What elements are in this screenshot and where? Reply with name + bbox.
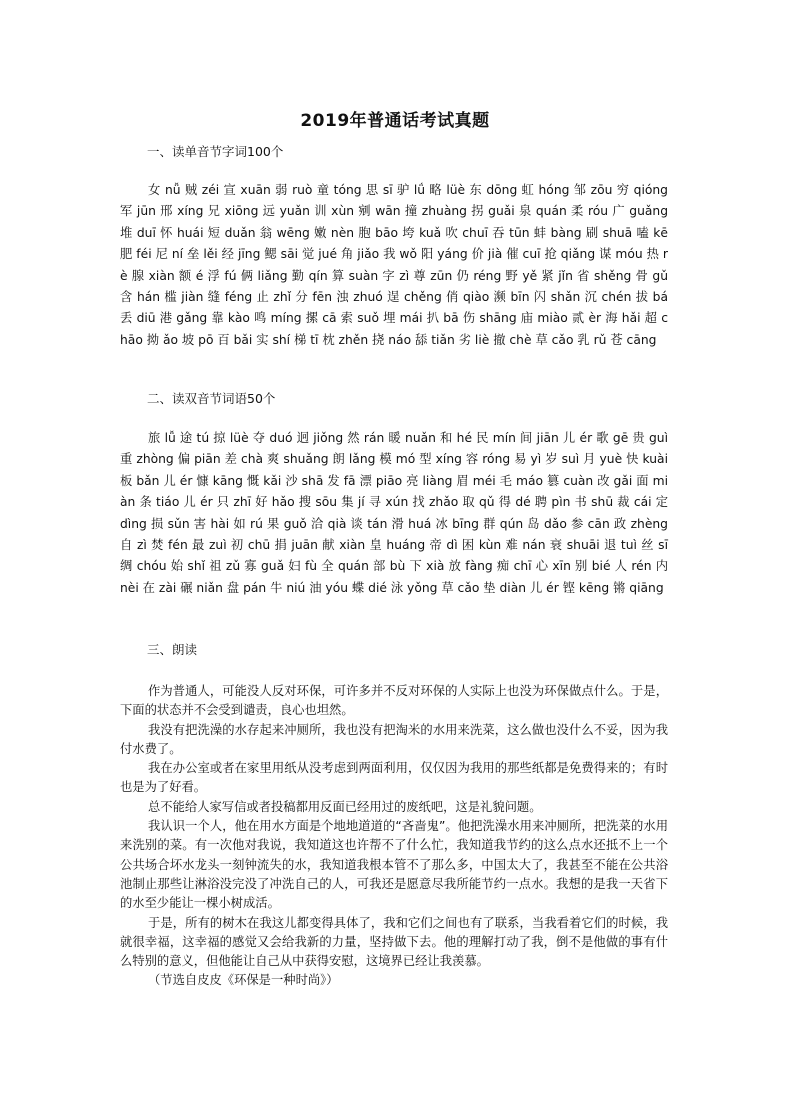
section-1-word-list: 女 nǚ 贼 zéi 宣 xuān 弱 ruò 童 tóng 思 sī 驴 lǘ 略 lüè 东 dōng 虹 hóng 邹 zōu 穷 qióng 军 jūn 邢 xíng 兄 xiōng 远 yuǎn 训 xùn 剜 wān 撞 zhuàng 拐 guǎi 泉 quán 柔 róu 广 guǎng 堆 duī 怀 huái 短 duǎn 翁 wēng 嫩 nèn 胞 bāo 垮 kuǎ 吹 chuī 吞 tūn 蚌 bàng 刷 shuā 嗑 kē 肥 féi 尼 ní 垒 lěi 经 jīng 鳃 sāi 觉 jué 角 jiǎo 我 wǒ 阳 yáng 价 jià 催 cuī 抢 qiǎng 谋 móu 热 rè 腺 xiàn 额 é 浮 fú 俩 liǎng 勤 qín 算 suàn 字 zì 尊 zūn 仍 réng 野 yě 紧 jǐn 省 shěng 骨 gǔ 含 hán 槛 jiàn 缝 féng 止 zhǐ 分 fēn 浊 zhuó 逞 chěng 俏 qiào 濒 bīn 闪 shǎn 沉 chén 拔 bá 丢 diū 港 gǎng 靠 kào 鸣 míng 摞 cā 索 suǒ 埋 mái 扒 bā 伤 shāng 庙 miào 贰 èr 海 hǎi 超 chāo 拗 ǎo 坡 pō 百 bǎi 实 shí 梯 tī 枕 zhěn 挠 náo 舔 tiǎn 劣 liè 撤 chè 草 cǎo 乳 rǔ 苍 cāng (120, 183, 668, 347)
reading-paragraph: 总不能给人家写信或者投稿都用反面已经用过的废纸吧，这是礼貌问题。 (148, 799, 542, 814)
reading-paragraph: 我在办公室或者在家里用纸从没考虑到两面利用，仅仅因为我用的那些纸都是免费得来的；有时也是为了好看。 (120, 761, 668, 795)
section-2-word-list: 旅 lǚ 途 tú 掠 lüè 夺 duó 迥 jiǒng 然 rán 暖 nuǎn 和 hé 民 mín 间 jiān 儿 ér 歌 gē 贵 guì 重 zhòng 偏 piān 差 chà 爽 shuǎng 朗 lǎng 模 mó 型 xíng 容 róng 易 yì 岁 suì 月 yuè 快 kuài 板 bǎn 儿 ér 慷 kāng 慨 kǎi 沙 shā 发 fā 漂 piāo 亮 liàng 眉 méi 毛 máo 篡 cuàn 改 gǎi 面 miàn 条 tiáo 儿 ér 只 zhī 好 hǎo 搜 sōu 集 jí 寻 xún 找 zhǎo 取 qǔ 得 dé 聘 pìn 书 shū 裁 cái 定 dìng 损 sǔn 害 hài 如 rú 果 guǒ 洽 qià 谈 tán 滑 huá 冰 bīng 群 qún 岛 dǎo 参 cān 政 zhèng 自 zì 焚 fén 最 zuì 初 chū 捐 juān 献 xiàn 皇 huáng 帝 dì 困 kùn 难 nán 衰 shuāi 退 tuì 丝 sī 绸 chóu 始 shǐ 祖 zǔ 寡 guǎ 妇 fù 全 quán 部 bù 下 xià 放 fàng 痴 chī 心 xīn 别 bié 人 rén 内 nèi 在 zài 碾 niǎn 盘 pán 牛 niú 油 yóu 蝶 dié 泳 yǒng 草 cǎo 垫 diàn 儿 ér 铿 kēng 锵 qiāng (120, 431, 668, 595)
reading-paragraph: 我认识一个人，他在用水方面是个地地道道的“吝啬鬼”。他把洗澡水用来冲厕所，把洗菜的水用来洗别的菜。有一次他对我说，我知道这也许帮不了什么忙，我知道我节约的这么点水还抵不上一个公共场合坏水龙头一刻钟流失的水，我知道我根本管不了那么多，中国太大了，我甚至不能在公共浴池制止那些让淋浴没完没了冲洗自己的人，可我还是愿意尽我所能节约一点水。我想的是我一天省下的水至少能让一棵小树成活。 (120, 819, 668, 911)
reading-passage (120, 682, 668, 991)
section-1-heading: 一、读单音节字词100个 (147, 144, 284, 159)
section-2-heading: 二、读双音节词语50个 (147, 391, 276, 406)
reading-paragraph: 作为普通人，可能没人反对环保，可许多并不反对环保的人实际上也没为环保做点什么。于是，下面的状态并不会受到谴责，良心也坦然。 (120, 684, 668, 718)
reading-paragraph: 于是，所有的树木在我这儿都变得具体了，我和它们之间也有了联系，当我看着它们的时候，我就很幸福，这幸福的感觉又会给我新的力量，坚持做下去。他的理解打动了我，倒不是他做的事有什么特别的意义，但他能让自己从中获得安慰，这境界已经让我羡慕。 (120, 915, 668, 969)
reading-source: （节选自皮皮《环保是一种时尚》） (148, 973, 339, 988)
page-title: 2019年普通话考试真题 (300, 111, 490, 131)
section-3-heading: 三、朗读 (147, 642, 198, 657)
reading-paragraph: 我没有把洗澡的水存起来冲厕所，我也没有把淘米的水用来洗菜，这么做也没什么不妥，因为我付水费了。 (120, 722, 668, 756)
